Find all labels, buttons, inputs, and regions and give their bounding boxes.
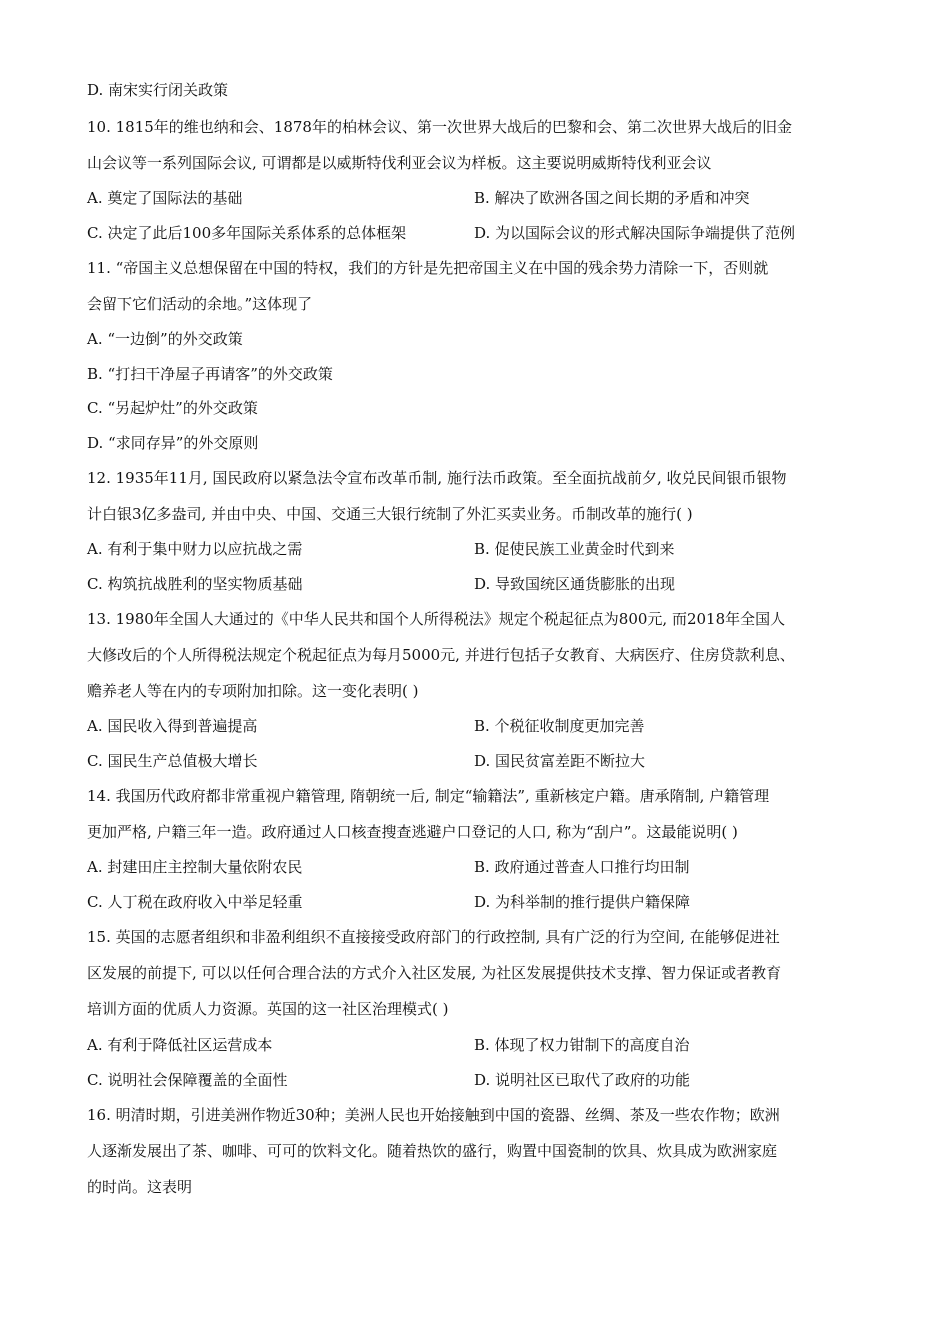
- q16-stem-line1: 16. 明清时期，引进美洲作物近30种；美洲人民也开始接触到中国的瓷器、丝绸、茶及一些农作物；欧洲: [87, 1106, 780, 1124]
- q14-option-b: B. 政府通过普查人口推行均田制: [474, 858, 690, 876]
- q13-stem-line3: 赡养老人等在内的专项附加扣除。这一变化表明( ): [87, 682, 419, 700]
- q13-option-c: C. 国民生产总值极大增长: [87, 752, 258, 770]
- q11-stem-line1: 11. “帝国主义总想保留在中国的特权，我们的方针是先把帝国主义在中国的残余势力清除一下，否则就: [87, 259, 769, 277]
- q15-option-c: C. 说明社会保障覆盖的全面性: [87, 1071, 288, 1089]
- q11-stem-line2: 会留下它们活动的余地。”这体现了: [87, 295, 313, 313]
- q10-option-a: A. 奠定了国际法的基础: [87, 189, 243, 207]
- q13-stem-line2: 大修改后的个人所得税法规定个税起征点为每月5000元, 并进行包括子女教育、大病医疗、住房贷款利息、: [87, 646, 795, 664]
- q13-option-b: B. 个税征收制度更加完善: [474, 717, 645, 735]
- q12-stem-line1: 12. 1935年11月, 国民政府以紧急法令宣布改革币制, 施行法币政策。至全面抗战前夕, 收兑民间银币银物: [87, 469, 787, 487]
- q13-stem-line1: 13. 1980年全国人大通过的《中华人民共和国个人所得税法》规定个税起征点为800元, 而2018年全国人: [87, 610, 786, 628]
- q13-option-a: A. 国民收入得到普遍提高: [87, 717, 258, 735]
- q13-option-d: D. 国民贫富差距不断拉大: [474, 752, 646, 770]
- q15-option-b: B. 体现了权力钳制下的高度自治: [474, 1036, 690, 1054]
- q11-option-b: B. “打扫干净屋子再请客”的外交政策: [87, 365, 333, 383]
- q16-stem-line2: 人逐渐发展出了茶、咖啡、可可的饮料文化。随着热饮的盛行，购置中国瓷制的饮具、炊具成为欧洲家庭: [87, 1142, 778, 1160]
- q14-stem-line2: 更加严格, 户籍三年一造。政府通过人口核查搜查逃避户口登记的人口, 称为“刮户”。这最能说明( ): [87, 823, 738, 841]
- q11-option-c: C. “另起炉灶”的外交政策: [87, 399, 258, 417]
- q10-stem-line2: 山会议等一系列国际会议, 可谓都是以威斯特伐利亚会议为样板。这主要说明威斯特伐利亚会议: [87, 154, 712, 172]
- q12-stem-line2: 计白银3亿多盎司, 并由中央、中国、交通三大银行统制了外汇买卖业务。币制改革的施行( ): [87, 505, 693, 523]
- q15-stem-line2: 区发展的前提下, 可以以任何合理合法的方式介入社区发展, 为社区发展提供技术支撑、智力保证或者教育: [87, 964, 782, 982]
- q12-option-d: D. 导致国统区通货膨胀的出现: [474, 575, 676, 593]
- q12-option-b: B. 促使民族工业黄金时代到来: [474, 540, 675, 558]
- q10-option-b: B. 解决了欧洲各国之间长期的矛盾和冲突: [474, 189, 750, 207]
- q14-stem-line1: 14. 我国历代政府都非常重视户籍管理, 隋朝统一后, 制定“输籍法”, 重新核定户籍。唐承隋制, 户籍管理: [87, 787, 770, 805]
- q12-option-c: C. 构筑抗战胜利的坚实物质基础: [87, 575, 303, 593]
- q12-option-a: A. 有利于集中财力以应抗战之需: [87, 540, 303, 558]
- q9-option-d: D. 南宋实行闭关政策: [87, 81, 229, 99]
- q11-option-a: A. “一边倒”的外交政策: [87, 330, 243, 348]
- q16-stem-line3: 的时尚。这表明: [87, 1178, 193, 1196]
- q10-option-d: D. 为以国际会议的形式解决国际争端提供了范例: [474, 224, 796, 242]
- q14-option-a: A. 封建田庄主控制大量依附农民: [87, 858, 303, 876]
- q15-stem-line1: 15. 英国的志愿者组织和非盈利组织不直接接受政府部门的行政控制, 具有广泛的行为空间, 在能够促进社: [87, 928, 780, 946]
- q15-stem-line3: 培训方面的优质人力资源。英国的这一社区治理模式( ): [87, 1000, 449, 1018]
- q14-option-d: D. 为科举制的推行提供户籍保障: [474, 893, 691, 911]
- q15-option-a: A. 有利于降低社区运营成本: [87, 1036, 273, 1054]
- q10-option-c: C. 决定了此后100多年国际关系体系的总体框架: [87, 224, 407, 242]
- q15-option-d: D. 说明社区已取代了政府的功能: [474, 1071, 691, 1089]
- q11-option-d: D. “求同存异”的外交原则: [87, 434, 259, 452]
- q14-option-c: C. 人丁税在政府收入中举足轻重: [87, 893, 303, 911]
- q10-stem-line1: 10. 1815年的维也纳和会、1878年的柏林会议、第一次世界大战后的巴黎和会、第二次世界大战后的旧金: [87, 118, 792, 136]
